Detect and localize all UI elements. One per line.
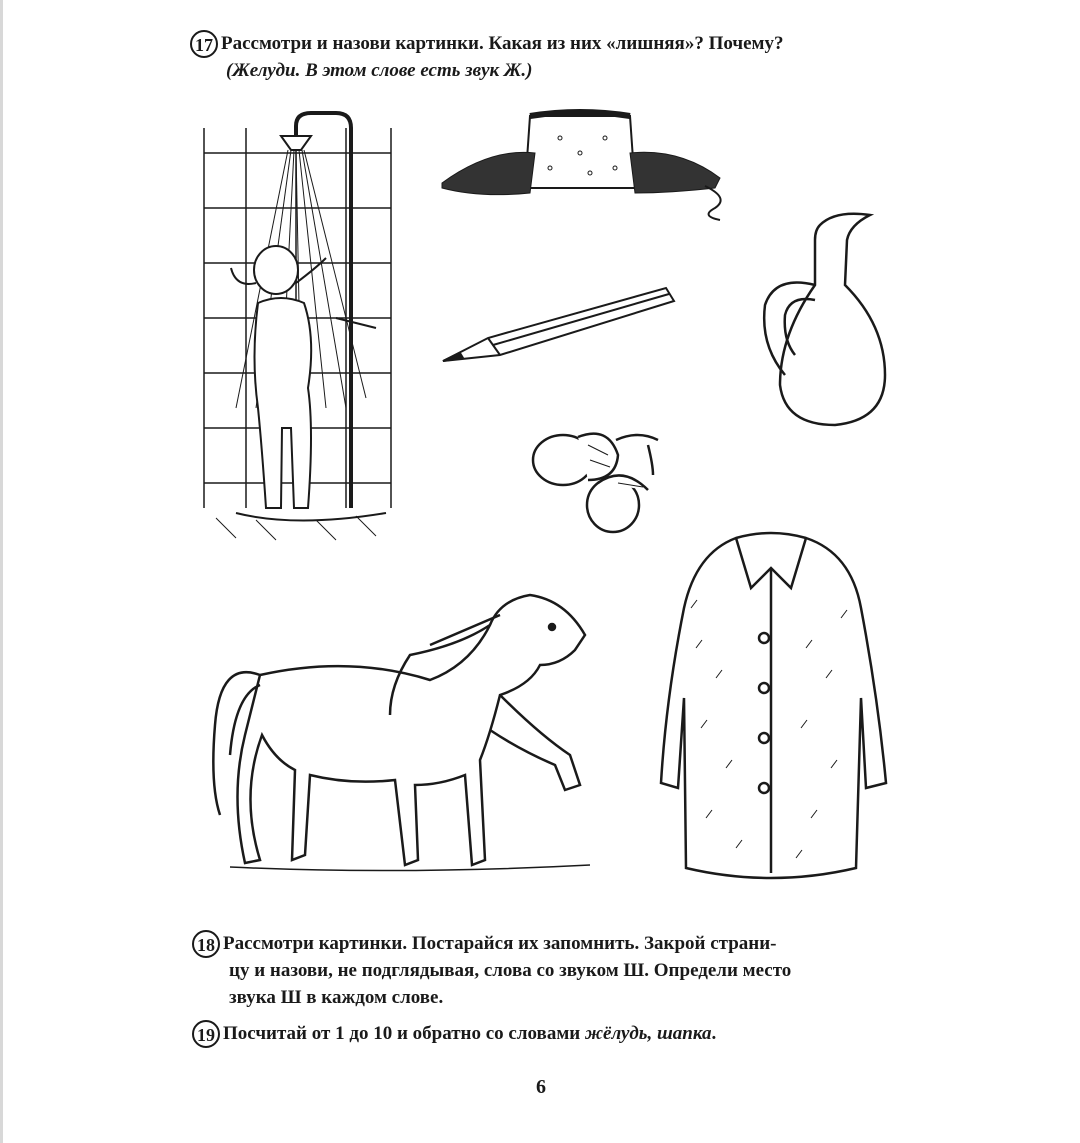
- task-18-line-3: звука Ш в каждом слове.: [229, 987, 444, 1008]
- task-18: [192, 930, 777, 958]
- task-number-19: 19: [192, 1020, 220, 1048]
- task-17: [190, 30, 783, 58]
- task-number-17: 17: [190, 30, 218, 58]
- task-17-answer: (Желуди. В этом слове есть звук Ж.): [226, 60, 533, 81]
- ushanka-hat-picture: [430, 108, 735, 223]
- pencil-picture: [438, 283, 678, 368]
- jug-picture: [755, 205, 895, 435]
- task-19-text: Посчитай от 1 до 10 и обратно со словами: [223, 1023, 585, 1044]
- page-edge: [0, 0, 3, 1143]
- task-number-18: 18: [192, 930, 220, 958]
- page-number: 6: [536, 1076, 546, 1098]
- shower-picture: [196, 108, 406, 553]
- task-19-words: жёлудь, шапка: [584, 1023, 712, 1044]
- fur-coat-picture: [656, 528, 891, 893]
- task-17-question: Рассмотри и назови картинки. Какая из них «лишняя»? Почему?: [221, 33, 784, 54]
- task-18-line-1: Рассмотри картинки. Постарайся их запомнить. Закрой страни-: [223, 933, 777, 954]
- horse-picture: [200, 585, 595, 885]
- task-19-end: .: [711, 1023, 717, 1044]
- task-19: [192, 1020, 716, 1048]
- task-18-line-2: цу и назови, не подглядывая, слова со звуком Ш. Определи место: [229, 960, 792, 981]
- acorns-picture: [528, 415, 668, 535]
